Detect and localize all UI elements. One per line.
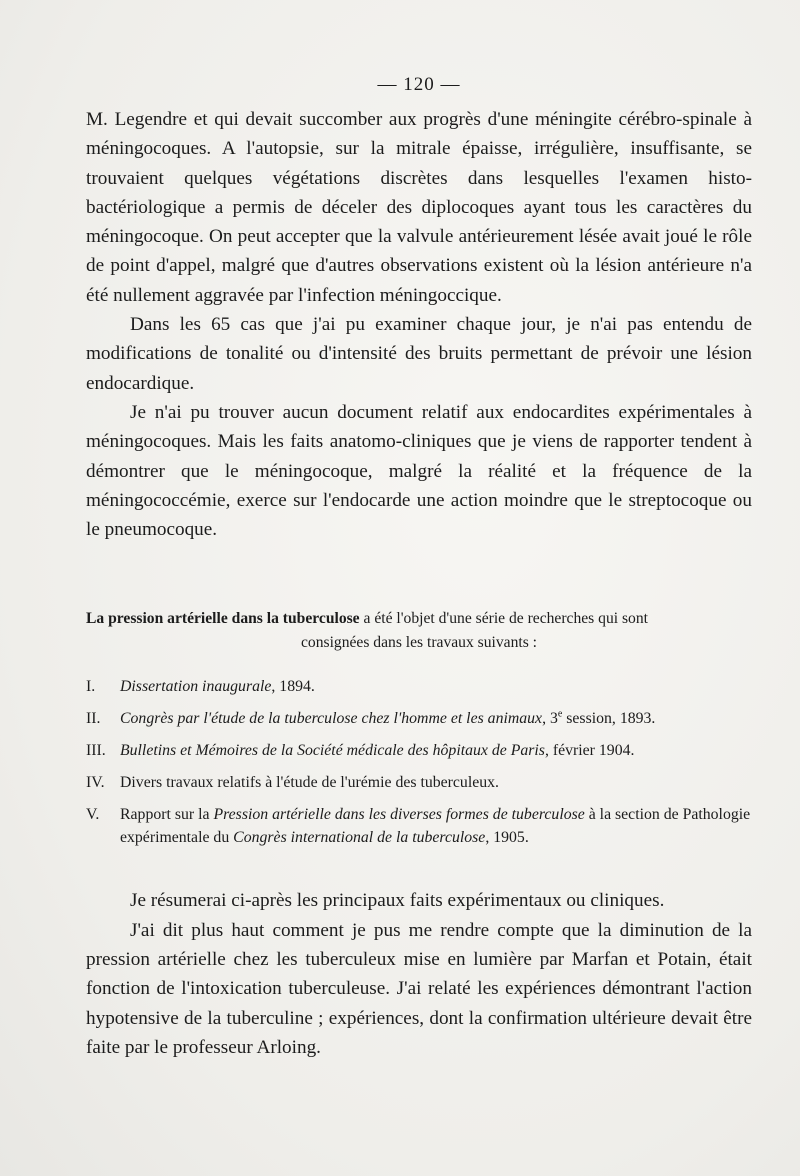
reference-list bbox=[86, 675, 752, 849]
section-lead bbox=[86, 607, 752, 655]
reference-number: IV. bbox=[86, 774, 105, 792]
reference-number: I. bbox=[86, 678, 96, 696]
reference-item: II. Congrès par l'étude de la tuberculose chez l'homme et les animaux, 3e session, 1893. bbox=[86, 707, 752, 730]
section-lead-continuation: consignées dans les travaux suivants : bbox=[300, 634, 538, 652]
reference-item: III. Bulletins et Mémoires de la Société médicale des hôpitaux de Paris, février 1904. bbox=[86, 739, 752, 762]
reference-title: Dissertation inaugurale bbox=[120, 678, 272, 696]
reference-item: I. Dissertation inaugurale, 1894. bbox=[86, 675, 752, 698]
reference-item bbox=[86, 771, 752, 794]
page-number: — 120 — bbox=[377, 74, 461, 95]
reference-congress: Congrès international de la tuberculose bbox=[233, 829, 486, 847]
reference-title: Pression artérielle dans les diverses formes de tuberculose bbox=[213, 806, 585, 824]
paragraph-4: Je résumerai ci-après les principaux faits expérimentaux ou cliniques. bbox=[130, 890, 665, 912]
reference-number: II. bbox=[86, 710, 101, 728]
reference-number: V. bbox=[86, 806, 100, 824]
reference-number: III. bbox=[86, 742, 106, 760]
paragraph-5: J'ai dit plus haut comment je pus me rendre compte que la diminution de la pression artérielle chez les tuberculeux mise en lumière par Marfan et Potain, était fonction de l'intoxication tuberculeuse. J'ai relaté les expériences démontrant l'action hypotensive de la tuberculine ; expériences, dont la confirmation ultérieure devait être faite par le professeur Arloing. bbox=[86, 919, 752, 1058]
paragraph-1: M. Legendre et qui devait succomber aux progrès d'une méningite cérébro-spinale à méningocoques. A l'autopsie, sur la mitrale épaisse, irrégulière, insuffisante, se trouvaient quelques végétations discrètes dans lesquelles l'examen histo-bactériologique a permis de déceler des diplocoques ayant tous les caractères du méningocoque. On peut accepter que la valvule antérieurement lésée avait joué le rôle de point d'appel, malgré que d'autres observations existent où la lésion antérieure n'a été nullement aggravée par l'infection méningoccique. bbox=[86, 109, 752, 306]
reference-item: V. Rapport sur la Pression artérielle dans les diverses formes de tuberculose à la section de Pathologie expérimentale du Congrès international de la tuberculose, 1905. bbox=[86, 803, 752, 849]
reference-title: Congrès par l'étude de la tuberculose chez l'homme et les animaux bbox=[120, 710, 543, 728]
top-text-block bbox=[86, 105, 752, 544]
paragraph-3: Je n'ai pu trouver aucun document relatif aux endocardites expérimentales à méningocoques. Mais les faits anatomo-cliniques que je viens de rapporter tendent à démontrer que le méningocoque, malgré la réalité et la fréquence de la méningococcémie, exerce sur l'endocarde une action moindre que le streptocoque ou le pneumocoque. bbox=[86, 401, 752, 541]
section-lead-bold: La pression artérielle dans la tuberculose bbox=[86, 610, 360, 628]
bottom-text-block bbox=[86, 886, 752, 1062]
reference-title: Divers travaux relatifs à l'étude de l'urémie des tuberculeux. bbox=[120, 774, 499, 792]
reference-title: Bulletins et Mémoires de la Société médicale des hôpitaux de Paris bbox=[120, 742, 545, 760]
paragraph-2: Dans les 65 cas que j'ai pu examiner chaque jour, je n'ai pas entendu de modifications de tonalité ou d'intensité des bruits permettant de prévoir une lésion endocardique. bbox=[86, 314, 752, 394]
section-lead-rest: a été l'objet d'une série de recherches qui sont bbox=[359, 610, 648, 628]
